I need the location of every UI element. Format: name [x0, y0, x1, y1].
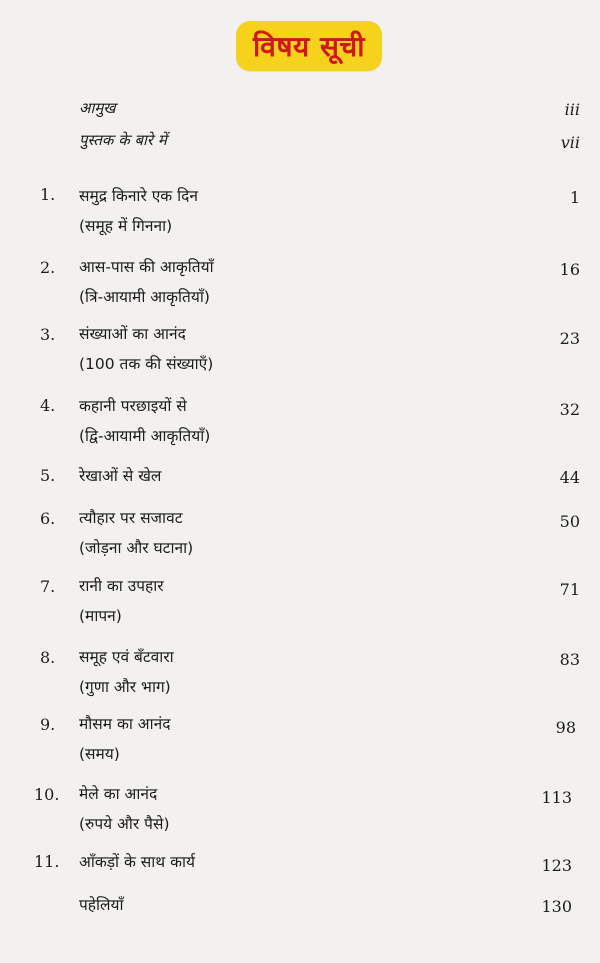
chapter-page: 1 — [569, 188, 580, 207]
front-matter-title: आमुख — [79, 99, 116, 117]
chapter-number: 9. — [40, 715, 56, 734]
chapter-title: संख्याओं का आनंद — [79, 325, 186, 343]
chapter-title: आस-पास की आकृतियाँ — [79, 258, 214, 276]
front-matter-title: पुस्तक के बारे में — [79, 131, 167, 149]
chapter-title: आँकड़ों के साथ कार्य — [79, 853, 196, 871]
chapter-page: 23 — [559, 329, 580, 348]
chapter-title: मौसम का आनंद — [79, 715, 171, 733]
chapter-title: मेले का आनंद — [79, 785, 158, 803]
chapter-title: रानी का उपहार — [79, 577, 164, 595]
chapter-number: 10. — [34, 785, 60, 804]
chapter-subtitle: (समूह में गिनना) — [79, 217, 173, 235]
chapter-page: 16 — [559, 260, 580, 279]
chapter-page: 83 — [559, 650, 580, 669]
chapter-subtitle: (त्रि-आयामी आकृतियाँ) — [79, 288, 210, 306]
chapter-page: 113 — [541, 788, 572, 807]
chapter-page: 44 — [559, 468, 580, 487]
chapter-title: रेखाओं से खेल — [79, 467, 162, 485]
chapter-page: 71 — [559, 580, 580, 599]
end-matter-page: 130 — [541, 897, 572, 916]
chapter-number: 2. — [40, 258, 56, 277]
chapter-number: 5. — [40, 466, 56, 485]
chapter-title: समुद्र किनारे एक दिन — [79, 187, 198, 205]
chapter-subtitle: (जोड़ना और घटाना) — [79, 539, 194, 557]
front-matter-page: vii — [560, 133, 580, 152]
chapter-number: 1. — [40, 185, 56, 204]
chapter-page: 50 — [559, 512, 580, 531]
chapter-title: त्यौहार पर सजावट — [79, 509, 183, 527]
contents-title-badge — [236, 21, 382, 71]
chapter-page: 123 — [541, 856, 572, 875]
page-title: विषय सूची — [253, 30, 365, 63]
chapter-page: 32 — [559, 400, 580, 419]
chapter-number: 11. — [34, 852, 60, 871]
chapter-subtitle: (गुणा और भाग) — [79, 678, 171, 696]
chapter-number: 4. — [40, 396, 56, 415]
chapter-subtitle: (द्वि-आयामी आकृतियाँ) — [79, 427, 211, 445]
chapter-number: 8. — [40, 648, 56, 667]
chapter-number: 7. — [40, 577, 56, 596]
chapter-subtitle: (समय) — [79, 745, 120, 763]
chapter-title: समूह एवं बँटवारा — [79, 648, 174, 666]
chapter-title: कहानी परछाइयों से — [79, 397, 187, 415]
chapter-number: 6. — [40, 509, 56, 528]
chapter-subtitle: (100 तक की संख्याएँ) — [79, 355, 214, 373]
chapter-page: 98 — [555, 718, 576, 737]
chapter-number: 3. — [40, 325, 56, 344]
chapter-subtitle: (मापन) — [79, 607, 122, 625]
end-matter-title: पहेलियाँ — [79, 896, 124, 914]
front-matter-page: iii — [564, 100, 580, 119]
chapter-subtitle: (रुपये और पैसे) — [79, 815, 170, 833]
